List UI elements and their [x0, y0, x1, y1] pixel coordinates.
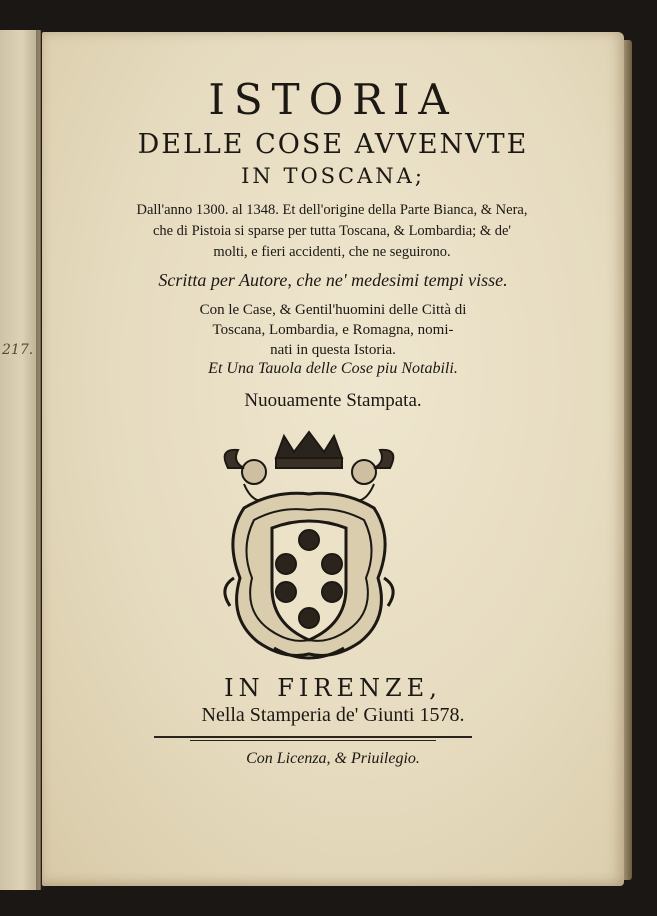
- title-page: [42, 32, 624, 886]
- margin-note: 217.: [2, 342, 34, 358]
- title-line-1: ISTORIA: [208, 75, 458, 124]
- author-line: Scritta per Autore, che ne' medesimi tempi visse.: [158, 270, 508, 290]
- tavola-line: Et Una Tauola delle Cose piu Notabili.: [208, 360, 458, 377]
- subtitle: [82, 200, 582, 263]
- imprint-press: Nella Stamperia de' Giunti 1578.: [201, 704, 465, 726]
- subtitle-line: Dall'anno 1300. al 1348. Et dell'origine della Parte Bianca, & Nera,: [136, 202, 528, 218]
- subtitle-line: che di Pistoia si sparse per tutta Toscana, & Lombardia; & de': [152, 223, 512, 239]
- title-line-3: IN TOSCANA;: [241, 164, 425, 188]
- title-line-2: DELLE COSE AVVENVTE: [137, 129, 529, 160]
- subtitle-line: molti, e fieri accidenti, che ne seguirono.: [213, 244, 451, 260]
- licenza-line: Con Licenza, & Priuilegio.: [246, 750, 420, 767]
- imprint-city: IN FIRENZE,: [224, 674, 442, 702]
- divider-rule: [154, 736, 472, 738]
- houses-line: nati in questa Istoria.: [270, 342, 396, 358]
- houses-paragraph: [102, 300, 564, 360]
- medici-coat-of-arms-icon: [214, 428, 404, 664]
- houses-line: Toscana, Lombardia, e Romagna, nomi-: [212, 322, 454, 338]
- stampata-line: Nuouamente Stampata.: [244, 390, 422, 411]
- divider-rule-thin: [190, 740, 436, 741]
- houses-line: Con le Case, & Gentil'huomini delle Città di: [199, 302, 467, 318]
- facing-page-edge: [0, 30, 41, 890]
